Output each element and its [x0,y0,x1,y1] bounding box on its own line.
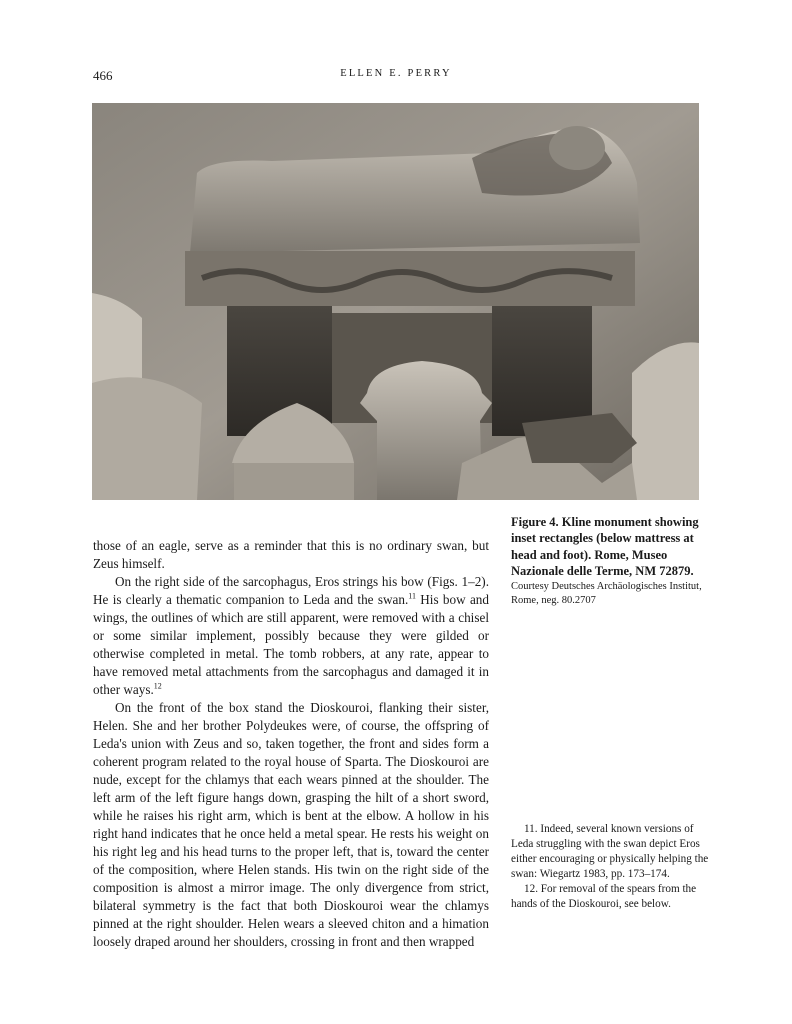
page-number: 466 [93,68,113,83]
figure-caption [511,514,706,607]
footnotes [511,822,711,912]
footnote-ref-12[interactable]: 12 [153,681,162,691]
footnote-ref-11[interactable]: 11 [408,591,416,601]
running-head: ELLEN E. PERRY [340,68,452,79]
paragraph-1: those of an eagle, serve as a reminder that this is no ordinary swan, but Zeus himself. [93,538,489,571]
footnote-12: 12. For removal of the spears from the hands of the Dioskouroi, see below. [511,883,697,910]
footnote-11: 11. Indeed, several known versions of Leda struggling with the swan depict Eros either encouraging or physically helping the swan: Wiegartz 1983, pp. 173–174. [511,823,709,880]
caption-title: Figure 4. Kline monument showing inset rectangles (below mattress at head and foot). Rome, Museo Nazionale delle Terme, NM 72879. [511,515,699,578]
paragraph-2 [93,573,489,699]
caption-credit: Courtesy Deutsches Archäologisches Institut, Rome, neg. 80.2707 [511,581,702,606]
figure-photograph [92,103,699,500]
body-text [93,537,489,951]
kline-monument-photo [92,103,699,500]
paragraph-2-text-a: On the right side of the sarcophagus, Eros strings his bow (Figs. 1–2). He is clearly a thematic companion to Leda and the swan. [93,574,489,607]
paragraph-3: On the front of the box stand the Dioskouroi, flanking their sister, Helen. She and her brother Polydeukes were, of course, the offspring of Leda's union with Zeus and so, taken together, the front and sides form a coherent program related to the royal house of Sparta. The Dioskouroi are nude, except for the chlamys that each wears pinned at the shoulder. The left arm of the left figure hangs down, grasping the hilt of a short sword, while he raises his right arm, which is bent at the elbow. A hollow in his right hand indicates that he once held a metal spear. He rests his weight on his right leg and his head turns to the proper left, that is, toward the center of the composition, where Helen stands. His twin on the right side of the composition is almost a mirror image. The only divergence from strict, bilateral symmetry is the fact that both Dioskouroi wear the chlamys pinned at the right shoulder. Helen wears a sleeved chiton and a himation loosely draped around her shoulders, crossing in front and then wrapped [93,700,489,949]
paragraph-2-text-b: His bow and wings, the outlines of which are still apparent, were removed with a chisel or some similar implement, possibly because they were gilded or otherwise completed in metal. The tomb robbers, at any rate, appear to have removed metal attachments from the sarcophagus and damaged it in other ways. [93,592,489,697]
